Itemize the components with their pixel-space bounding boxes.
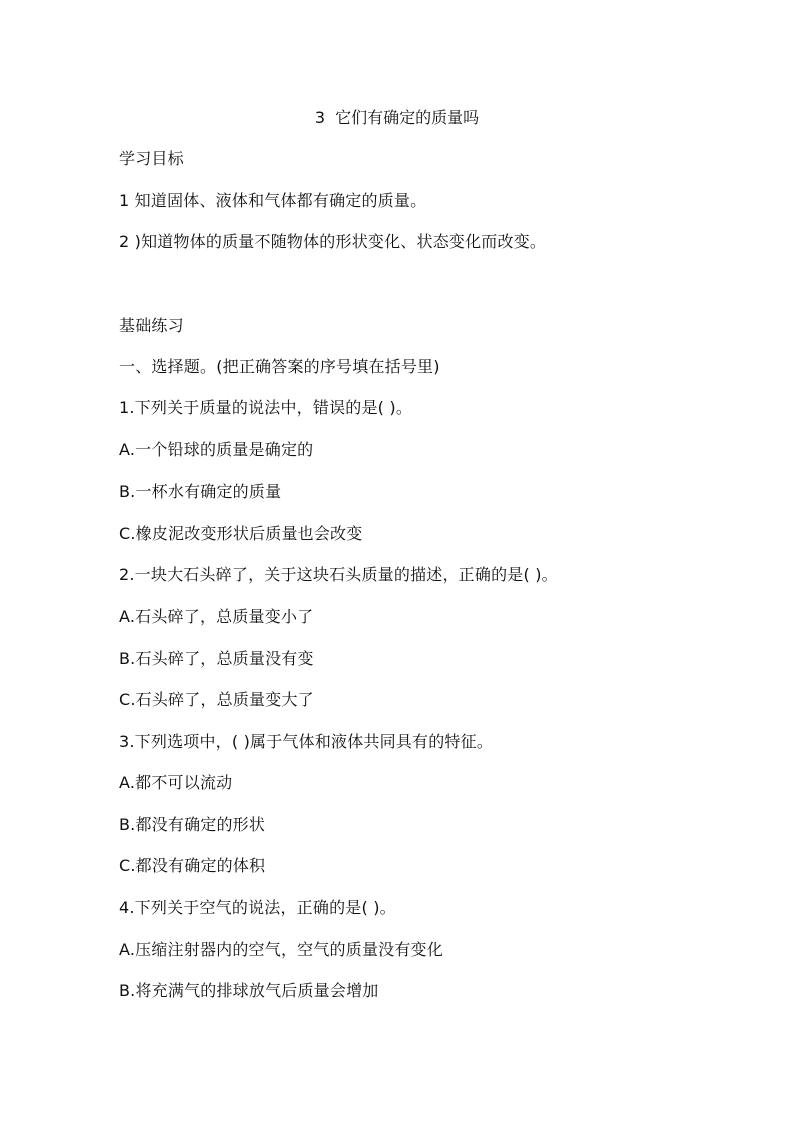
title-number: 3 xyxy=(314,108,326,127)
title-text: 它们有确定的质量吗 xyxy=(335,108,480,127)
question-1-option-a: A.一个铅球的质量是确定的 xyxy=(119,440,314,459)
question-4-stem: 4.下列关于空气的说法，正确的是( )。 xyxy=(119,898,396,917)
question-4-option-b: B.将充满气的排球放气后质量会增加 xyxy=(119,981,379,1000)
question-3-stem: 3.下列选项中，( )属于气体和液体共同具有的特征。 xyxy=(119,732,494,751)
question-3-option-b: B.都没有确定的形状 xyxy=(119,815,266,834)
question-1-stem: 1.下列关于质量的说法中，错误的是( )。 xyxy=(119,398,413,417)
question-3-option-c: C.都没有确定的体积 xyxy=(119,856,266,875)
page-title xyxy=(0,108,794,128)
question-2-stem: 2.一块大石头碎了，关于这块石头质量的描述，正确的是( )。 xyxy=(119,565,558,584)
question-2-option-b: B.石头碎了，总质量没有变 xyxy=(119,649,314,668)
question-2-option-c: C.石头碎了，总质量变大了 xyxy=(119,690,314,709)
question-3-option-a: A.都不可以流动 xyxy=(119,773,233,792)
practice-heading: 基础练习 xyxy=(119,316,184,335)
objectives-heading: 学习目标 xyxy=(119,149,184,168)
question-4-option-a: A.压缩注射器内的空气，空气的质量没有变化 xyxy=(119,940,443,959)
objective-item-2: 2 )知道物体的质量不随物体的形状变化、状态变化而改变。 xyxy=(119,232,547,251)
question-1-option-c: C.橡皮泥改变形状后质量也会改变 xyxy=(119,524,363,543)
section-title: 一、选择题。(把正确答案的序号填在括号里) xyxy=(119,357,440,376)
question-2-option-a: A.石头碎了，总质量变小了 xyxy=(119,607,314,626)
objective-item-1: 1 知道固体、液体和气体都有确定的质量。 xyxy=(119,191,427,210)
question-1-option-b: B.一杯水有确定的质量 xyxy=(119,482,282,501)
